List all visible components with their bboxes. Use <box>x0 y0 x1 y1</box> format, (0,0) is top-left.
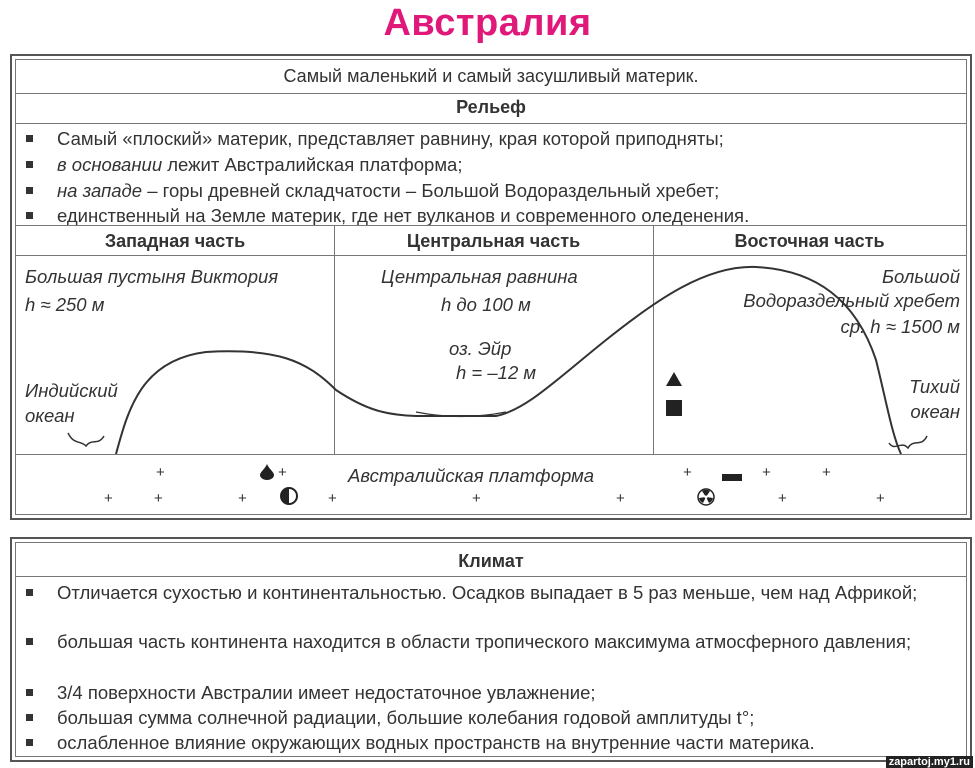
column-central: Центральная часть <box>406 231 581 251</box>
plus-mark: + <box>472 490 481 507</box>
column-east: Восточная часть <box>734 231 885 251</box>
watermark: zapartoj.my1.ru <box>886 756 973 768</box>
label-central-height: h до 100 м <box>441 294 531 315</box>
column-west: Западная часть <box>104 231 246 251</box>
relief-bullet-4: единственный на Земле материк, где нет вулканов и современного оледенения. <box>26 205 749 227</box>
climate-box <box>10 537 972 762</box>
label-central-plain: Центральная равнина <box>381 266 578 287</box>
plus-mark: + <box>156 464 165 481</box>
relief-bullet-2: в основании лежит Австралийская платформа; <box>26 154 462 176</box>
climate-bullet-5: ослабленное влияние окружающих водных пространств на внутренние части материка. <box>26 731 956 755</box>
relief-heading: Рельеф <box>456 97 526 117</box>
label-east-height: ср. h ≈ 1500 м <box>840 316 960 337</box>
page-title: Австралия <box>383 2 592 44</box>
climate-bullet-3: 3/4 поверхности Австралии имеет недостаточное увлажнение; <box>26 681 956 705</box>
dash-icon <box>722 474 742 482</box>
label-indian-ocean-2: океан <box>25 405 75 426</box>
label-platform: Австралийская платформа <box>348 465 595 486</box>
label-pacific-1: Тихий <box>909 376 960 397</box>
plus-mark: + <box>238 490 247 507</box>
label-lake-height: h = –12 м <box>456 362 537 383</box>
label-east-range-1: Большой <box>881 266 960 287</box>
plus-mark: + <box>778 490 787 507</box>
plus-mark: + <box>104 490 113 507</box>
climate-heading: Климат <box>458 551 524 571</box>
half-circle-icon <box>280 487 298 505</box>
oil-drop-icon <box>260 464 274 480</box>
label-pacific-2: океан <box>910 401 960 422</box>
summary-text: Самый маленький и самый засушливый материк. <box>283 66 699 86</box>
radiation-icon <box>697 488 715 506</box>
relief-inner <box>15 59 967 515</box>
square-icon <box>666 400 682 416</box>
relief-bullet-3: на западе – горы древней складчатости – Большой Водораздельный хребет; <box>26 180 719 202</box>
plus-mark: + <box>822 464 831 481</box>
triangle-icon <box>666 372 682 386</box>
plus-mark: + <box>876 490 885 507</box>
plus-mark: + <box>278 464 287 481</box>
label-lake: оз. Эйр <box>449 338 512 359</box>
label-west-height: h ≈ 250 м <box>25 294 105 315</box>
plus-mark: + <box>762 464 771 481</box>
plus-mark: + <box>683 464 692 481</box>
label-east-range-2: Водораздельный хребет <box>743 290 960 311</box>
label-indian-ocean-1: Индийский <box>25 380 118 401</box>
plus-mark: + <box>616 490 625 507</box>
climate-bullet-4: большая сумма солнечной радиации, большие колебания годовой амплитуды t°; <box>26 706 956 730</box>
climate-inner <box>15 542 967 757</box>
climate-bullet-2: большая часть континента находится в области тропического максимума атмосферного давления; <box>26 630 956 654</box>
relief-box <box>10 54 972 520</box>
label-west-desert: Большая пустыня Виктория <box>25 266 279 287</box>
relief-bullet-1: Самый «плоский» материк, представляет равнину, края которой приподняты; <box>26 128 724 150</box>
plus-mark: + <box>154 490 163 507</box>
plus-mark: + <box>328 490 337 507</box>
climate-bullet-1: Отличается сухостью и континентальностью. Осадков выпадает в 5 раз меньше, чем над Африкой; <box>26 581 956 605</box>
